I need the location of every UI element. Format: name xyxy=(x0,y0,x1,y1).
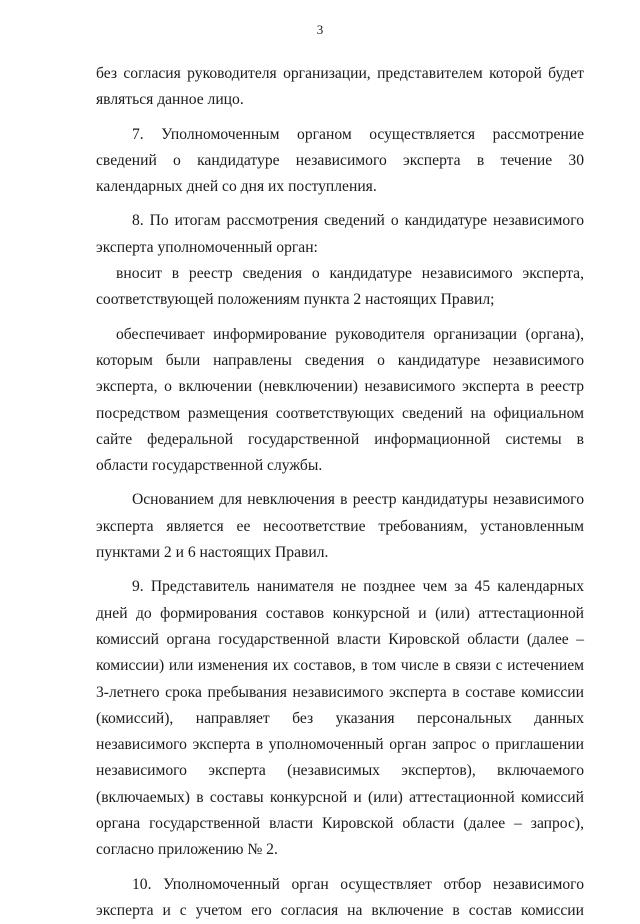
paragraph-8: 8. По итогам рассмотрения сведений о кандидатуре независимого эксперта уполномоченный орган: xyxy=(96,212,584,256)
paragraph-8-item-1: вносит в реестр сведения о кандидатуре независимого эксперта, соответствующей положениям пункта 2 настоящих Правил; xyxy=(96,265,584,309)
paragraph-10: 10. Уполномоченный орган осуществляет отбор независимого эксперта и с учетом его согласия на включение в состав комиссии xyxy=(96,875,584,919)
paragraph-7: 7. Уполномоченным органом осуществляется рассмотрение сведений о кандидатуре независимого эксперта в течение 30 календарных дней со дня их поступления. xyxy=(96,125,584,196)
paragraph-9: 9. Представитель нанимателя не позднее чем за 45 календарных дней до формирования составов конкурсной и (или) аттестационной комиссий органа государственной власти Кировской области (далее – комиссии) или изменения их составов, в том числе в связи с истечением 3-летнего срока пребывания независимого эксперта в составе комиссии (комиссий), направляет без указания персональных данных независимого эксперта в уполномоченный орган запрос о приглашении независимого эксперта (независимых экспертов), включаемого (включаемых) в составы конкурсной и (или) аттестационной комиссий органа государственной власти Кировской области (далее – запрос), согласно приложению № 2. xyxy=(96,578,584,859)
paragraph-continuation: без согласия руководителя организации, представителем которой будет являться данное лицо. xyxy=(96,65,584,109)
paragraph-8-grounds: Основанием для невключения в реестр кандидатуры независимого эксперта является ее несоответствие требованиям, установленным пунктами 2 и 6 настоящих Правил. xyxy=(96,491,584,562)
document-body xyxy=(96,61,584,924)
page-number: 3 xyxy=(316,22,324,37)
paragraph-8-item-2: обеспечивает информирование руководителя организации (органа), которым были направлены сведения о кандидатуре независимого эксперта, о включении (невключении) независимого эксперта в реестр посредством размещения соответствующих сведений на официальном сайте федеральной государственной информационной системы в области государственной службы. xyxy=(96,325,584,475)
